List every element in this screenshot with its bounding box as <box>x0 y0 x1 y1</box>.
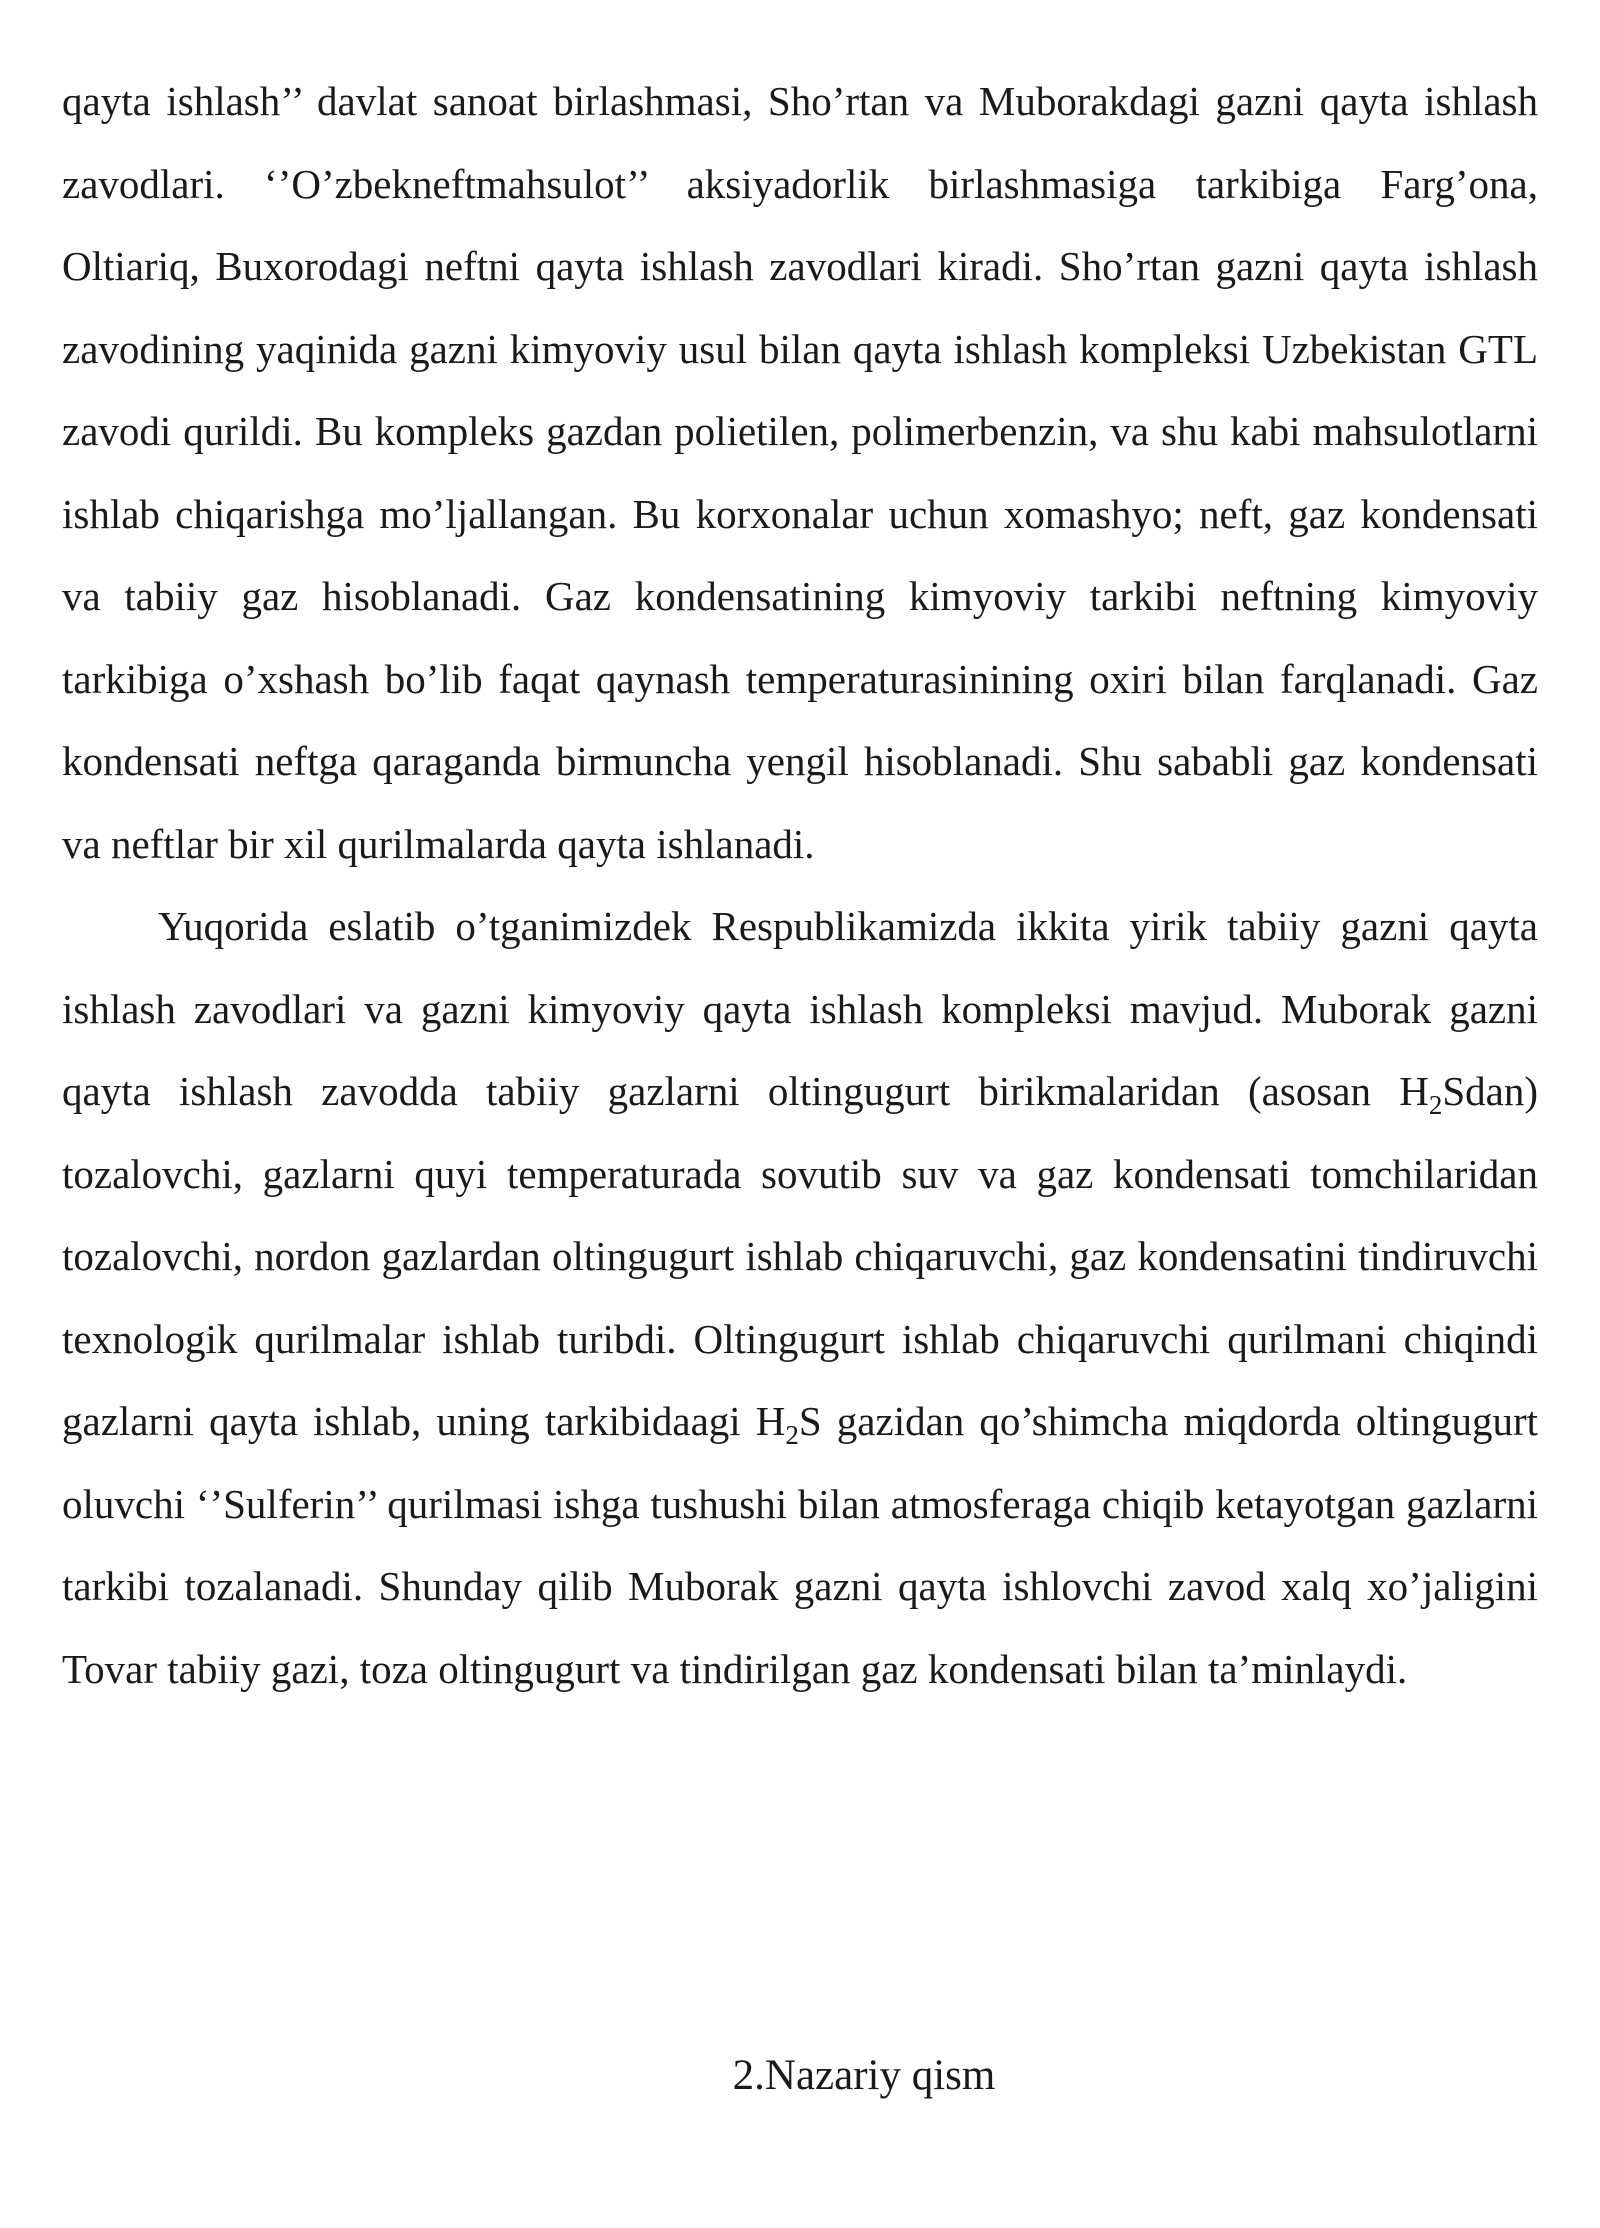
body-text <box>62 60 1538 1710</box>
paragraph-2 <box>62 885 1538 1710</box>
paragraph-2-part-3: S gazidan qo’shimcha miqdorda oltingugurt oluvchi ‘’Sulferin’’ qurilmasi ishga tushushi bilan atmosferaga chiqib ketayotgan gazlarni tarkibi tozalanadi. Shunday qilib Muborak gazni qayta ishlovchi zavod xalq xo’jaligini Tovar tabiiy gazi, toza oltingugurt va tindirilgan gaz kondensati bilan ta’minlaydi. <box>62 1398 1539 1692</box>
subscript-2: 2 <box>1428 1090 1443 1120</box>
section-heading: 2.Nazariy qism <box>732 2052 996 2099</box>
paragraph-2-part-2: Sdan) tozalovchi, gazlarni quyi temperaturada sovutib suv va gaz kondensati tomchilaridan tozalovchi, nordon gazlardan oltingugurt ishlab chiqaruvchi, gaz kondensatini tindiruvchi texnologik qurilmalar ishlab turibdi. Oltingugurt ishlab chiqaruvchi qurilmani chiqindi gazlarni qayta ishlab, uning tarkibidaagi H <box>62 1068 1538 1444</box>
subscript-2-second: 2 <box>785 1420 799 1450</box>
paragraph-2-part-1: Yuqorida eslatib o’tganimizdek Respublikamizda ikkita yirik tabiiy gazni qayta ishlash zavodlari va gazni kimyoviy qayta ishlash kompleksi mavjud. Muborak gazni qayta ishlash zavodda tabiiy gazlarni oltingugurt birikmalaridan (asosan H <box>62 903 1538 1114</box>
paragraph-1: qayta ishlash’’ davlat sanoat birlashmasi, Sho’rtan va Muborakdagi gazni qayta ishlash zavodlari. ‘’O’zbekneftmahsulot’’ aksiyadorlik birlashmasiga tarkibiga Farg’ona, Oltiariq, Buxorodagi neftni qayta ishlash zavodlari kiradi. Sho’rtan gazni qayta ishlash zavodining yaqinida gazni kimyoviy usul bilan qayta ishlash kompleksi Uzbekistan GTL zavodi qurildi. Bu kompleks gazdan polietilen, polimerbenzin, va shu kabi mahsulotlarni ishlab chiqarishga mo’ljallangan. Bu korxonalar uchun xomashyo; neft, gaz kondensati va tabiiy gaz hisoblanadi. Gaz kondensatining kimyoviy tarkibi neftning kimyoviy tarkibiga o’xshash bo’lib faqat qaynash temperaturasinining oxiri bilan farqlanadi. Gaz kondensati neftga qaraganda birmuncha yengil hisoblanadi. Shu sababli gaz kondensati va neftlar bir xil qurilmalarda qayta ishlanadi. <box>62 78 1538 867</box>
